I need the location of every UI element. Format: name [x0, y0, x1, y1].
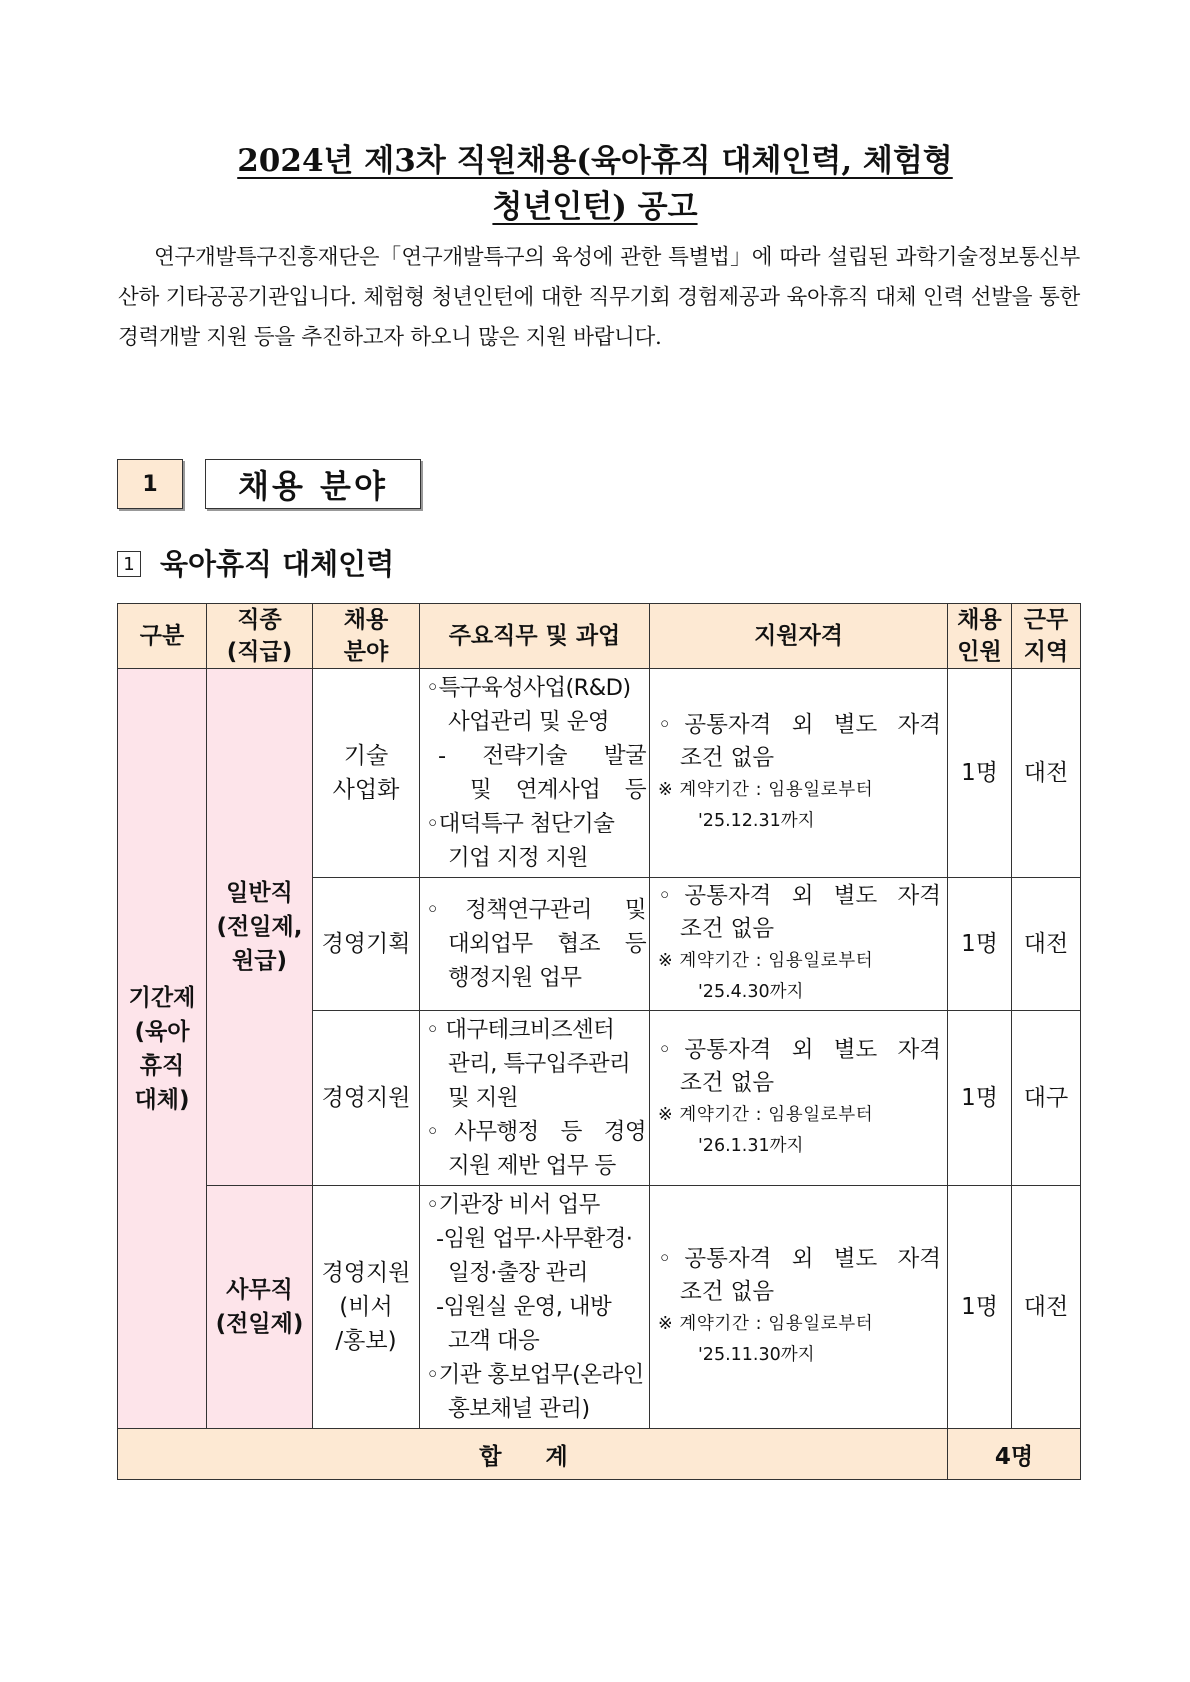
count-cell: 1명 — [948, 669, 1012, 878]
intro-paragraph: 연구개발특구진흥재단은「연구개발특구의 육성에 관한 특별법」에 따라 설립된 과학기술정보통신부 산하 기타공공기관입니다. 체험형 청년인턴에 대한 직무기회 경험제공과 육아휴직 대체 인력 선발을 통한 경력개발 지원 등을 추진하고자 하오니 많은 지원 바랍니다. — [118, 245, 1080, 350]
header-count: 채용 인원 — [948, 604, 1012, 669]
category-cell: 기간제 (육아 휴직 대체) — [118, 669, 207, 1429]
job-type-general: 일반직 (전일제, 원급) — [207, 669, 313, 1186]
header-category: 구분 — [118, 604, 207, 669]
count-cell: 1명 — [948, 878, 1012, 1011]
region-cell: 대전 — [1012, 878, 1081, 1011]
duty-cell: ◦특구육성사업(R&D) 사업관리 및 운영 - 전략기술 발굴 및 연계사업 등 ◦대덕특구 첨단기술 기업 지정 지원 — [420, 669, 650, 878]
title-line-1: 2024년 제3차 직원채용(육아휴직 대체인력, 체험형 — [237, 143, 953, 179]
qualification-cell: ◦공통자격 외 별도 자격 조건 없음 ※ 계약기간 : 임용일로부터 '25.11.30까지 — [650, 1186, 948, 1429]
recruitment-table — [117, 603, 1081, 1480]
total-label: 합 계 — [118, 1429, 948, 1480]
field-cell: 기술 사업화 — [313, 669, 420, 878]
title-line-2: 청년인턴) 공고 — [492, 189, 698, 225]
field-cell: 경영지원 — [313, 1011, 420, 1186]
section-number: 1 — [117, 459, 183, 509]
header-duty: 주요직무 및 과업 — [420, 604, 650, 669]
total-row — [118, 1429, 1081, 1480]
header-field: 채용 분야 — [313, 604, 420, 669]
header-job-type: 직종 (직급) — [207, 604, 313, 669]
field-cell: 경영지원 (비서 /홍보) — [313, 1186, 420, 1429]
job-type-office: 사무직 (전일제) — [207, 1186, 313, 1429]
qualification-cell: ◦공통자격 외 별도 자격 조건 없음 ※ 계약기간 : 임용일로부터 '25.4.30까지 — [650, 878, 948, 1011]
count-cell: 1명 — [948, 1011, 1012, 1186]
table-row — [118, 669, 1081, 878]
field-cell: 경영기획 — [313, 878, 420, 1011]
region-cell: 대구 — [1012, 1011, 1081, 1186]
table-row — [118, 1186, 1081, 1429]
duty-cell: ◦기관장 비서 업무 -임원 업무·사무환경· 일정·출장 관리 -임원실 운영, 내방 고객 대응 ◦기관 홍보업무(온라인 홍보채널 관리) — [420, 1186, 650, 1429]
region-cell: 대전 — [1012, 669, 1081, 878]
section-title: 채용 분야 — [205, 459, 421, 509]
document-title — [0, 138, 1190, 230]
count-cell: 1명 — [948, 1186, 1012, 1429]
table-header-row — [118, 604, 1081, 669]
duty-cell: ◦정책연구관리 및 대외업무 협조 등 행정지원 업무 — [420, 878, 650, 1011]
qualification-cell: ◦공통자격 외 별도 자격 조건 없음 ※ 계약기간 : 임용일로부터 '26.1.31까지 — [650, 1011, 948, 1186]
header-qualification: 지원자격 — [650, 604, 948, 669]
region-cell: 대전 — [1012, 1186, 1081, 1429]
subsection-title: 육아휴직 대체인력 — [160, 547, 395, 581]
subsection-number-box: 1 — [117, 551, 141, 577]
duty-cell: ◦ 대구테크비즈센터 관리, 특구입주관리 및 지원 ◦사무행정 등 경영 지원 제반 업무 등 — [420, 1011, 650, 1186]
qualification-cell: ◦공통자격 외 별도 자격 조건 없음 ※ 계약기간 : 임용일로부터 '25.12.31까지 — [650, 669, 948, 878]
total-value: 4명 — [948, 1429, 1081, 1480]
header-region: 근무 지역 — [1012, 604, 1081, 669]
